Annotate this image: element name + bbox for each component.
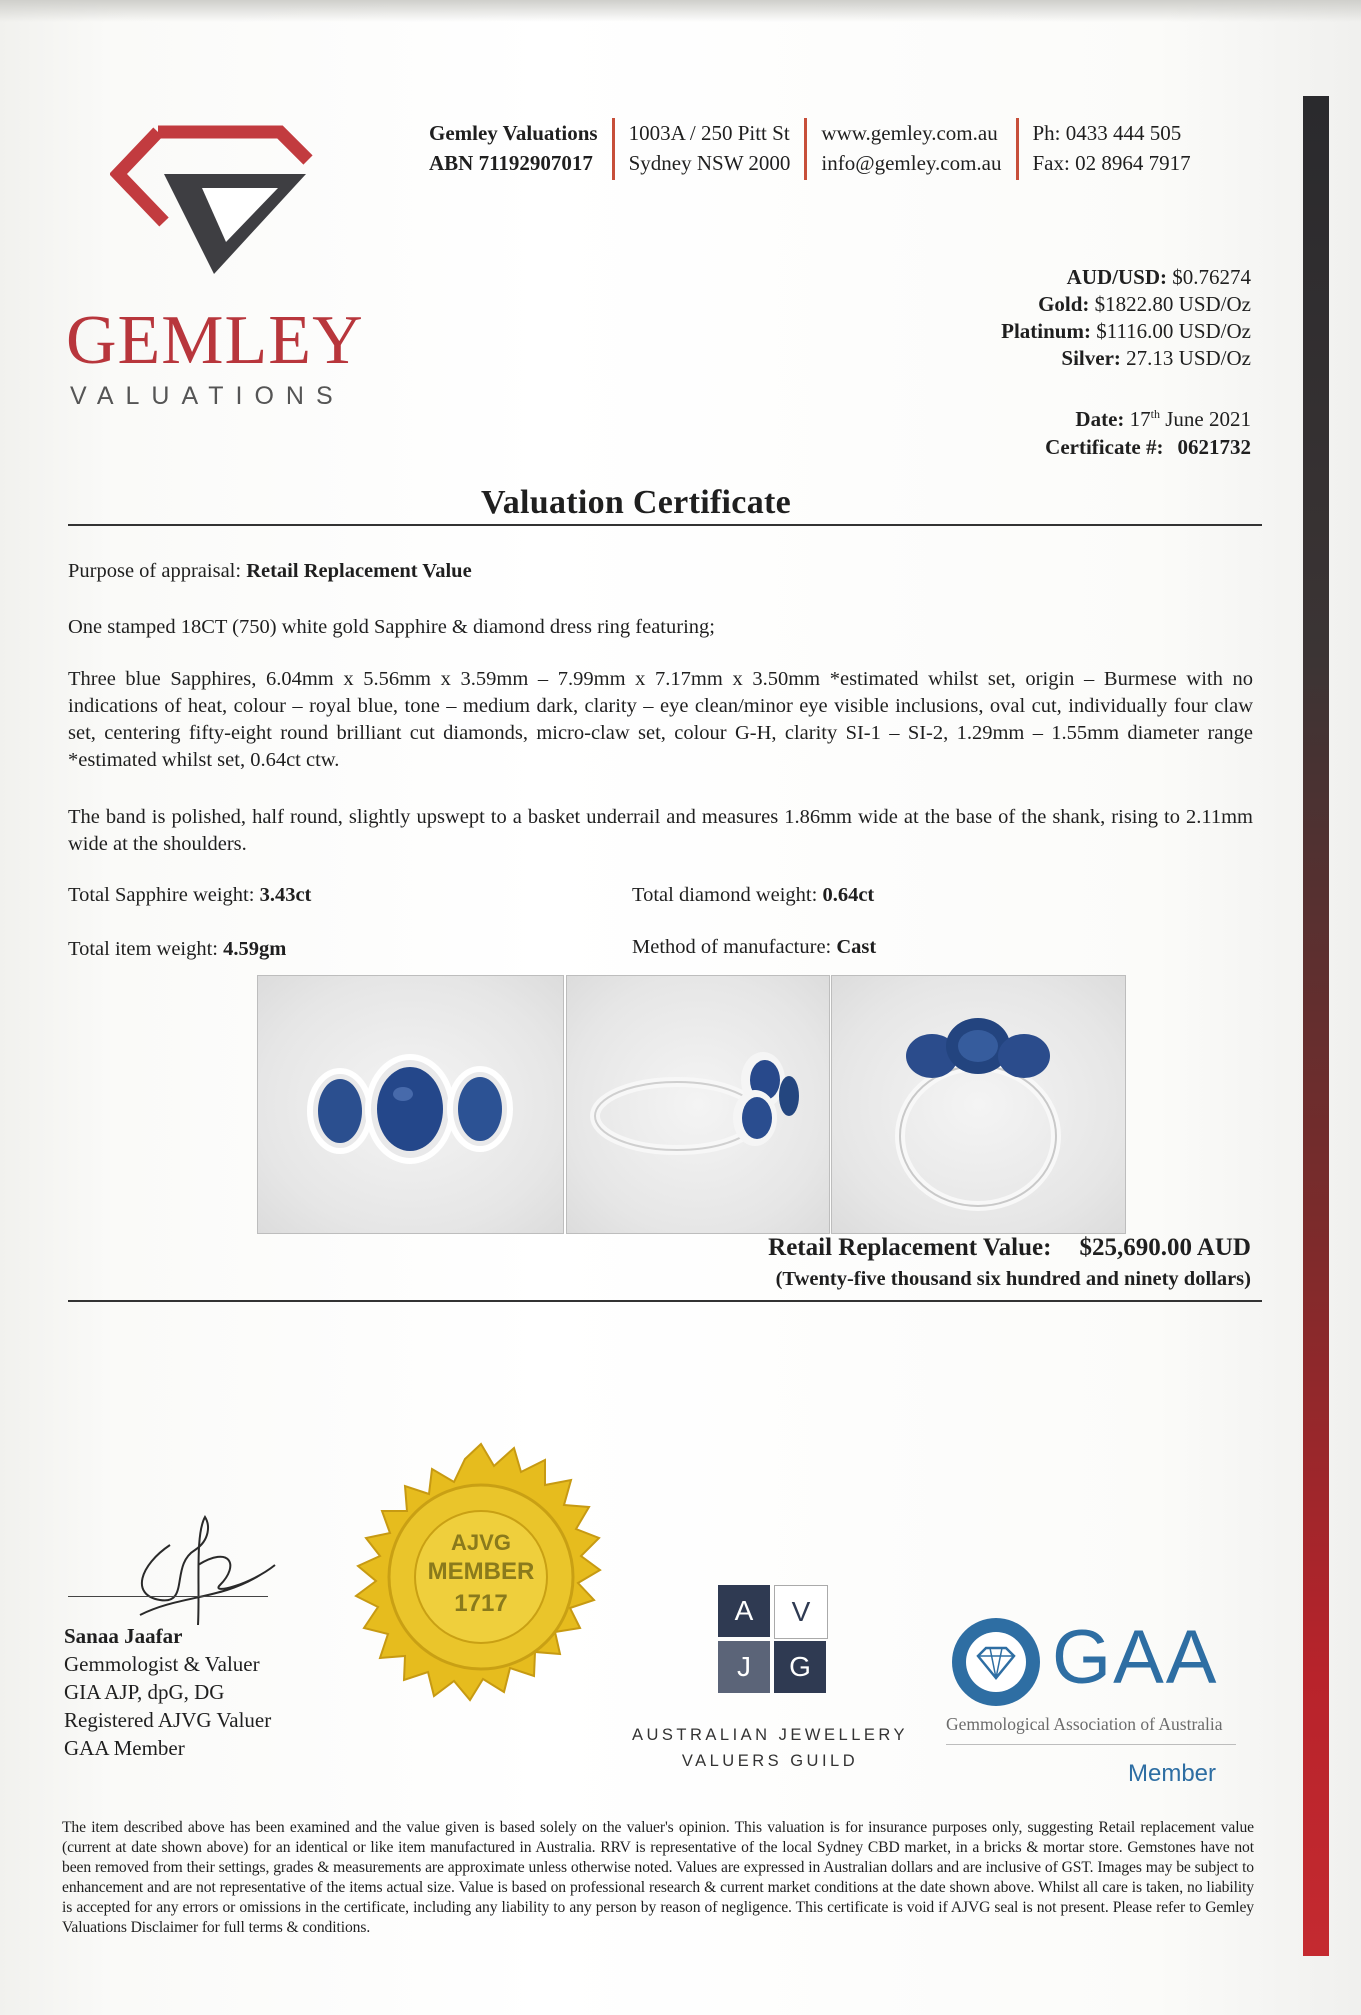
value-label: Retail Replacement Value: [768,1234,1052,1261]
rate-row [1001,318,1251,345]
gemley-diamond-logo-icon [110,118,320,288]
web-block [807,118,1015,180]
company-name: Gemley Valuations [429,121,598,145]
address-line-2: Sydney NSW 2000 [628,151,791,175]
rate-label: Gold: [1038,292,1090,316]
gaa-member-label: Member [1128,1760,1217,1787]
certificate-number: 0621732 [1177,435,1251,459]
rate-value: $1116.00 USD/Oz [1096,319,1251,343]
phone-number: Ph: 0433 444 505 [1032,121,1182,145]
ajvg-letter: G [774,1641,826,1693]
rate-label: Silver: [1061,346,1121,370]
manufacture-method [632,936,876,959]
spec-value: 0.64ct [822,884,875,906]
ajvg-letter: A [718,1585,770,1637]
purpose-line [68,558,1253,585]
rate-label: AUD/USD: [1066,265,1167,289]
date-row [1045,400,1251,433]
date-label: Date: [1075,407,1125,431]
spec-value: 4.59gm [223,938,287,960]
purpose-value: Retail Replacement Value [246,560,472,582]
address-block [615,118,805,180]
seal-line-3: 1717 [454,1590,508,1617]
purpose-label: Purpose of appraisal: [68,560,242,582]
address-line-1: 1003A / 250 Pitt St [628,121,790,145]
ring-photo-back [831,975,1126,1234]
rate-row [1001,345,1251,372]
spec-label: Method of manufacture: [632,936,832,958]
page-shadow [0,0,1361,22]
date-certificate-block [1045,400,1251,461]
ajvg-gold-seal-icon [336,1442,626,1732]
ring-side-image [567,976,829,1233]
date-month-year: June 2021 [1165,407,1251,431]
email-link[interactable]: info@gemley.com.au [821,151,1002,175]
replacement-value-line [768,1234,1251,1262]
valuer-membership: GAA Member [64,1736,185,1760]
side-color-bar [1303,96,1329,1956]
value-in-words: (Twenty-five thousand six hundred and ninety dollars) [775,1268,1251,1290]
company-block [415,118,612,180]
disclaimer-text: The item described above has been examined and the value given is based solely on the valuer's opinion. This valuation is for insurance purposes only, suggesting Retail replacement value (current at date shown above) for an identical or like item manufactured in Australia. RRV is representative of the local Sydney CBD market, in a bricks & mortar store. Gemstones have not been removed from their settings, grades & measurements are approximate unless otherwise noted. Values are expressed in Australian dollars and are inclusive of GST. Images may be subject to enhancement and are not representative of the items actual size. Value is based on professional research & current market conditions at the date shown above. Whilst all care is taken, no liability is accepted for any errors or omissions in the certificate, including any liability to any person by reason of negligence. This certificate is void if AJVG seal is not present. Please refer to Gemley Valuations Disclaimer for full terms & conditions. [62,1819,1254,1936]
spec-label: Total item weight: [68,938,219,960]
gaa-full-name: Gemmological Association of Australia [946,1714,1223,1734]
date-day: 17 [1129,407,1151,431]
value-amount: $25,690.00 AUD [1079,1234,1251,1261]
metal-rates [1001,264,1251,372]
valuer-name: Sanaa Jaafar [64,1624,183,1648]
signature-line [68,1596,268,1597]
rate-value: 27.13 USD/Oz [1126,346,1251,370]
ring-top-image [258,976,563,1233]
brand-name: GEMLEY [66,302,364,379]
description-stones: Three blue Sapphires, 6.04mm x 5.56mm x 3.59mm – 7.99mm x 7.17mm x 3.50mm *estimated whilst set, origin – Burmese with no indications of heat, colour – royal blue, tone – medium dark, clarity – eye clean/minor eye visible inclusions, oval cut, individually four claw set, centering fifty-eight round brilliant cut diamonds, micro-claw set, colour G-H, clarity SI-1 – SI-2, 1.29mm – 1.55mm diameter range *estimated whilst set, 0.64ct ctw. [68,668,1253,771]
page-title: Valuation Certificate [480,484,792,521]
rate-row [1001,264,1251,291]
spec-label: Total Sapphire weight: [68,884,255,906]
valuer-details [64,1622,271,1762]
description-intro: One stamped 18CT (750) white gold Sapphire & diamond dress ring featuring; [68,616,715,638]
fax-number: Fax: 02 8964 7917 [1032,151,1191,175]
gaa-divider [946,1744,1236,1745]
title-rule [68,524,1262,526]
header-contacts [415,118,1205,180]
valuer-quals: GIA AJP, dpG, DG [64,1680,225,1704]
gaa-seal-icon [948,1614,1044,1710]
ring-photo-top [257,975,564,1234]
certificate-row [1045,433,1251,461]
date-suffix: th [1150,407,1160,421]
sapphire-weight [68,884,311,907]
item-weight [68,938,286,961]
rate-row [1001,291,1251,318]
brand-subtitle: VALUATIONS [70,382,345,410]
valuer-title: Gemmologist & Valuer [64,1652,260,1676]
description-band: The band is polished, half round, slightly upswept to a basket underrail and measures 1.86mm wide at the base of the shank, rising to 2.11mm wide at the shoulders. [68,806,1253,855]
website-link[interactable]: www.gemley.com.au [821,121,998,145]
spec-label: Total diamond weight: [632,884,818,906]
ring-photo-side [566,975,830,1234]
seal-line-1: AJVG [451,1530,511,1555]
spec-value: Cast [836,936,877,958]
ajvg-name-line-2: VALUERS GUILD [681,1752,859,1770]
seal-line-2: MEMBER [427,1558,535,1585]
ring-back-image [832,976,1125,1233]
phone-block [1019,118,1205,180]
ajvg-letter: J [718,1641,770,1693]
rate-label: Platinum: [1001,319,1091,343]
ajvg-letter: V [774,1585,828,1639]
ajvg-name-line-1: AUSTRALIAN JEWELLERY [631,1726,908,1744]
value-rule [68,1300,1262,1302]
rate-value: $1822.80 USD/Oz [1094,292,1251,316]
ajvg-logo [718,1585,828,1695]
spec-value: 3.43ct [259,884,312,906]
diamond-weight [632,884,874,907]
rate-value: $0.76274 [1172,265,1251,289]
gaa-acronym: GAA [1052,1615,1219,1700]
certificate-label: Certificate #: [1045,435,1164,459]
company-abn: ABN 71192907017 [429,151,593,175]
valuer-registration: Registered AJVG Valuer [64,1708,272,1732]
